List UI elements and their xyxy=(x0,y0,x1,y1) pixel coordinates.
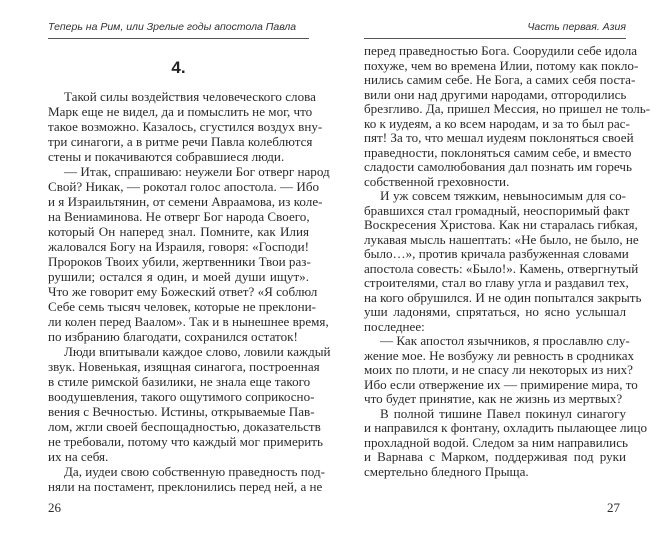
text-line: три синагоги, а в ритме речи Павла колеблются xyxy=(48,134,313,149)
text-line: апостола совесть: «Было!». Камень, отвергнутый xyxy=(364,260,639,276)
text-line: Люди впитывали каждое слово, ловили каждый xyxy=(64,344,331,359)
text-line: и направился к фонтану, охладить пылающее лицо xyxy=(364,420,648,435)
text-line: прохладной водой. Следом за ним направились xyxy=(364,434,628,450)
header-rule xyxy=(48,38,309,39)
text-line: Свой? Никак, — рокотал голос апостола. — Ибо xyxy=(48,179,320,194)
body-text xyxy=(364,43,651,479)
paragraph xyxy=(48,344,331,464)
right-page xyxy=(364,0,651,540)
text-line: бравшихся стал громадный, неоспоримый факт xyxy=(364,202,630,218)
text-line: лом, жгли своей беспощадностью, доказательств xyxy=(48,419,321,434)
text-line: лукавая мысль нашептать: «Не было, не было, не xyxy=(364,231,639,247)
text-line: Что же говорит ему Божеский ответ? «Я соблюл xyxy=(48,284,318,299)
text-line: что будет принятие, как не жизнь из мертвых? xyxy=(364,391,623,406)
text-line: Такой силы воздействия человеческого слова xyxy=(64,89,316,104)
text-line: смертельно бледного Прыща. xyxy=(364,463,529,479)
text-line: В полной тишине Павел покинул синагогу xyxy=(380,405,626,421)
text-line: перед праведностью Бога. Соорудили себе идола xyxy=(364,43,638,58)
text-line: уши ладонями, спрятаться, но ясно услышал xyxy=(364,304,626,319)
text-line: жение мое. Не возбужу ли ревность в сродниках xyxy=(364,347,635,363)
text-line: и Варнава с Марком, поддерживая под руки xyxy=(364,449,626,464)
text-line: их на себя. xyxy=(48,449,109,464)
text-line: И уж совсем тяжким, невыносимым для со- xyxy=(380,188,626,203)
text-line: Ибо если отвержение их — примирение мира, то xyxy=(364,376,638,392)
text-line: праведности, поклоняться самим себе, и вместо xyxy=(364,144,632,160)
text-line: воодушевления, такого ощутимого соприкосно- xyxy=(48,389,315,404)
text-line: звук. Новенькая, изящная синагога, построенная xyxy=(48,359,320,374)
text-line: и я Израильтянин, от семени Авраамова, из коле- xyxy=(48,194,323,209)
paragraph xyxy=(48,464,325,494)
paragraph xyxy=(48,164,330,344)
paragraph xyxy=(48,89,323,164)
text-line: моих по плоти, и не спасу ли некоторых из них? xyxy=(364,362,633,377)
left-page xyxy=(48,0,331,540)
paragraph xyxy=(364,43,651,189)
header-rule xyxy=(364,38,626,39)
text-line: пят! За то, что мешал иудеям поклоняться своей xyxy=(364,130,634,145)
text-line: собственной греховности. xyxy=(364,173,510,189)
body-text xyxy=(48,89,331,494)
text-line: — Итак, спрашиваю: неужели Бог отверг народ xyxy=(64,164,330,179)
text-line: стены и покачиваются собравшиеся люди. xyxy=(48,149,285,164)
paragraph xyxy=(364,405,648,480)
text-line: няли на постамент, преклонились перед ней, а не xyxy=(48,479,323,494)
text-line: жаловался Богу на Израиля, говоря: «Господи! xyxy=(48,239,309,254)
text-line: на Вениаминова. Не отверг Бог народа Своего, xyxy=(48,209,310,224)
text-line: похуже, чем во времена Илии, потому как покло- xyxy=(364,57,639,73)
running-head: Теперь на Рим, или Зрелые годы апостола Павла xyxy=(48,21,297,33)
text-line: строителями, стал во главу угла и раздавил тех, xyxy=(364,275,629,290)
running-head: Часть первая. Азия xyxy=(527,21,626,33)
page-number: 27 xyxy=(607,500,620,515)
text-line: Пророков Твоих убили, жертвенники Твои раз- xyxy=(48,254,311,269)
text-line: который Он наперед знал. Помните, как Илия xyxy=(48,224,309,239)
text-line: ли колен перед Ваалом». Так и в нынешнее время, xyxy=(48,314,329,329)
text-line: на кого обрушился. И не один попытался закрыть xyxy=(364,289,642,305)
text-line: ко к иудеям, а ко всем народам, и за то был рас- xyxy=(364,115,630,131)
text-line: не требовали, потому что каждый мог примерить xyxy=(48,434,324,449)
text-line: в стиле римской базилики, не знала еще такого xyxy=(48,374,311,389)
text-line: сладости самолюбования дал познать им горечь xyxy=(364,159,632,174)
text-line: брезгливо. Да, пришел Мессия, но пришел не толь- xyxy=(364,101,651,116)
chapter-number: 4. xyxy=(171,58,186,77)
text-line: нились самим себе. Не Бога, а самих себя поста- xyxy=(364,72,636,87)
text-line: такое возможно. Казалось, сгустился воздух вну- xyxy=(48,119,323,134)
text-line: рушили; остался я один, и моей души ищут». xyxy=(48,269,309,284)
text-line: вили они над другими народами, отгородились xyxy=(364,86,627,102)
text-line: было…», против кричала разбуженная словами xyxy=(364,246,629,261)
text-line: по избранию благодати, сохранился остаток! xyxy=(48,329,298,344)
text-line: Да, иудеи свою собственную праведность под- xyxy=(64,464,325,479)
paragraph xyxy=(364,188,642,334)
text-line: Воскресения Христова. Как ни старалась гибкая, xyxy=(364,217,638,232)
page-number: 26 xyxy=(48,500,61,515)
text-line: Себе семь тысяч человек, которые не преклони- xyxy=(48,299,316,314)
paragraph xyxy=(364,333,638,407)
text-line: последнее: xyxy=(364,318,425,334)
text-line: вения с Вечностью. Истины, открываемые Пав- xyxy=(48,404,315,419)
text-line: — Как апостол язычников, я прославлю слу- xyxy=(380,333,630,348)
text-line: Марк еще не видел, да и помыслить не мог, что xyxy=(48,104,313,119)
